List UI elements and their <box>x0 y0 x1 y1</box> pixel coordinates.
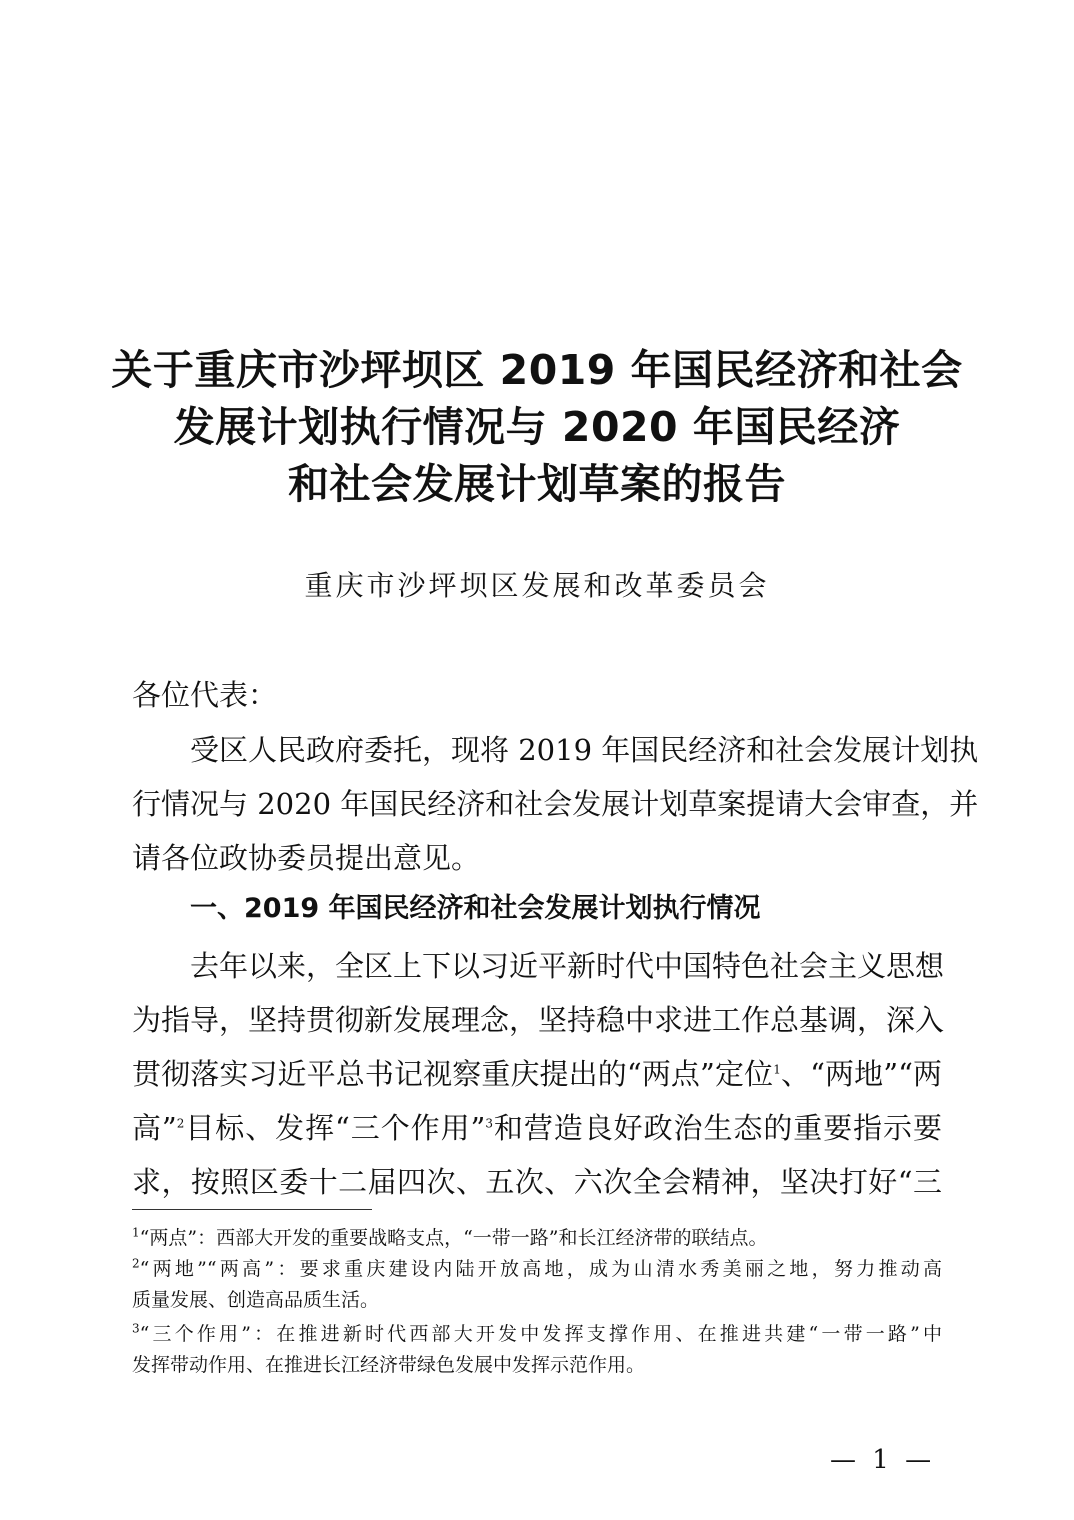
footnote-ref-3[interactable]: 3 <box>485 1116 493 1131</box>
section-paragraph-line-4 <box>132 1108 942 1148</box>
section-paragraph-line-1: 去年以来，全区上下以习近平新时代中国特色社会主义思想 <box>190 949 945 983</box>
page-number: — 1 — <box>830 1445 936 1475</box>
paragraph-text: 高” <box>132 1111 177 1145</box>
salutation: 各位代表： <box>132 678 278 712</box>
author-organization: 重庆市沙坪坝区发展和改革委员会 <box>304 569 770 602</box>
paragraph-text: 目标、发挥“三个作用” <box>184 1111 486 1145</box>
footnote-ref-2[interactable]: 2 <box>176 1116 185 1131</box>
footnote-number: 3 <box>132 1321 140 1336</box>
footnote-1 <box>132 1225 942 1251</box>
report-title-line-3: 和社会发展计划草案的报告 <box>288 460 786 508</box>
paragraph-text: 、“两地”“两 <box>780 1057 943 1091</box>
footnote-ref-1[interactable]: 1 <box>773 1062 781 1077</box>
section-heading: 一、2019 年国民经济和社会发展计划执行情况 <box>190 893 761 924</box>
footnote-3-continued: 发挥带动作用、在推进长江经济带绿色发展中发挥示范作用。 <box>132 1354 646 1376</box>
footnote-text: “三个作用”：在推进新时代西部大开发中发挥支撑作用、在推进共建“一带一路”中 <box>139 1323 942 1345</box>
footnote-2 <box>132 1256 942 1282</box>
section-paragraph-line-3 <box>132 1054 942 1094</box>
intro-line-3: 请各位政协委员提出意见。 <box>132 841 481 875</box>
footnote-number: 2 <box>132 1256 140 1271</box>
footnote-separator <box>132 1209 372 1210</box>
footnote-text: “两地”“两高”：要求重庆建设内陆开放高地，成为山清水秀美丽之地，努力推动高 <box>139 1258 942 1280</box>
intro-line-2: 行情况与 2020 年国民经济和社会发展计划草案提请大会审查，并 <box>132 787 979 821</box>
report-title-line-2: 发展计划执行情况与 2020 年国民经济 <box>173 403 901 451</box>
section-paragraph-line-5: 求，按照区委十二届四次、五次、六次全会精神，坚决打好“三 <box>132 1165 942 1199</box>
footnote-text: “两点”：西部大开发的重要战略支点，“一带一路”和长江经济带的联结点。 <box>139 1227 768 1249</box>
paragraph-text: 贯彻落实习近平总书记视察重庆提出的“两点”定位 <box>132 1057 774 1091</box>
section-paragraph-line-2: 为指导，坚持贯彻新发展理念，坚持稳中求进工作总基调，深入 <box>132 1003 945 1037</box>
paragraph-text: 和营造良好政治生态的重要指示要 <box>492 1111 942 1145</box>
footnote-number: 1 <box>132 1225 140 1240</box>
intro-line-1: 受区人民政府委托，现将 2019 年国民经济和社会发展计划执 <box>190 733 979 767</box>
footnote-2-continued: 质量发展、创造高品质生活。 <box>132 1289 380 1311</box>
footnote-3 <box>132 1321 942 1347</box>
report-title-line-1: 关于重庆市沙坪坝区 2019 年国民经济和社会 <box>111 346 963 394</box>
